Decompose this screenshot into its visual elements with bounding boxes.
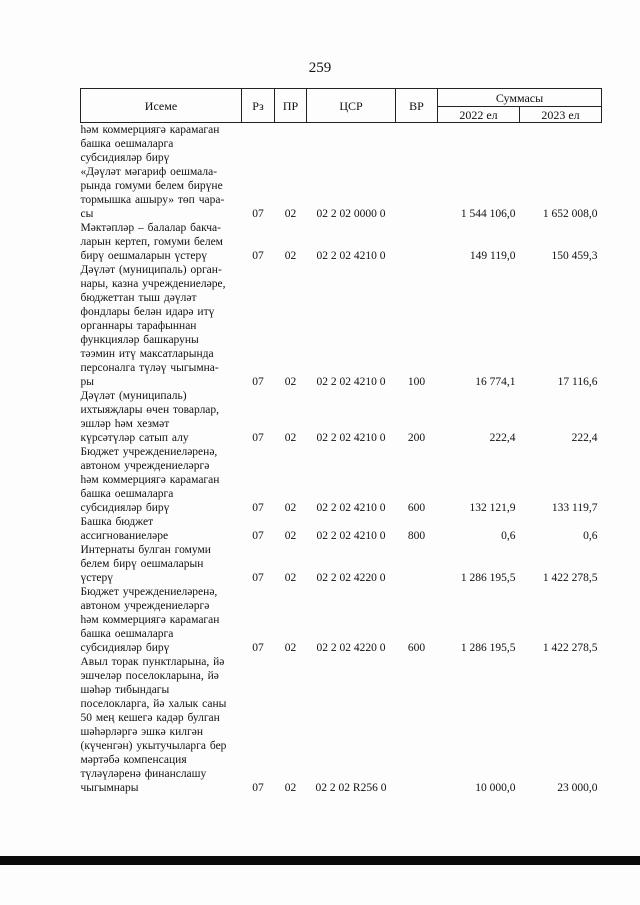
- row-sum-2023: 150 459,3: [551, 250, 598, 262]
- table-row: [81, 655, 602, 795]
- row-name-line: тормышка ашыру» төп чара-: [80, 194, 225, 206]
- row-name-line: поселокларга, йә халык саны: [80, 698, 227, 710]
- row-vr: 600: [407, 502, 426, 514]
- row-name-line: ихтыяҗлары өчен товарлар,: [80, 404, 220, 416]
- row-pr: 02: [284, 530, 297, 542]
- row-csr: [307, 123, 396, 166]
- table-body: [81, 123, 602, 796]
- row-sum-2022: 1 544 106,0: [460, 208, 516, 220]
- row-name-line: ассигнованиеләре: [80, 530, 169, 542]
- header-year-2022: 2022 ел: [438, 107, 520, 123]
- row-name-line: субсидияләр бирү: [80, 502, 170, 514]
- row-vr: [396, 543, 438, 585]
- row-sum-2022: 132 121,9: [469, 502, 516, 514]
- scan-edge-bar: [0, 856, 640, 865]
- row-name-line: автоном учреждениеләргә: [80, 600, 210, 612]
- row-sum-2023: 133 119,7: [551, 502, 598, 514]
- header-year-2023: 2023 ел: [520, 107, 602, 123]
- row-sum-2022: 149 119,0: [469, 250, 516, 262]
- row-sum-2023: 1 422 278,5: [542, 642, 598, 654]
- table-row: [81, 543, 602, 585]
- row-sum-2022: 1 286 195,5: [460, 642, 516, 654]
- row-rz: 07: [252, 376, 264, 388]
- row-name-line: автоном учреждениеләргә: [80, 460, 210, 472]
- row-csr: 02 2 02 4210 0: [316, 432, 386, 444]
- row-csr: 02 2 02 4210 0: [316, 502, 386, 514]
- row-rz: 07: [252, 502, 264, 514]
- row-name-line: башка оешмаларга: [80, 628, 174, 640]
- row-csr: 02 2 02 0000 0: [316, 208, 386, 220]
- row-name: [81, 221, 242, 263]
- row-pr: [275, 123, 307, 166]
- table-header: [81, 89, 602, 123]
- row-pr: 02: [284, 250, 297, 262]
- row-name-line: рында гомуми белем бирүне: [80, 180, 223, 192]
- row-name-line: шәһәрләргә эшкә килгән: [80, 726, 204, 738]
- row-name-line: Бюджет учреждениеләренә,: [80, 446, 218, 458]
- row-name: [81, 543, 242, 585]
- table-row: [81, 165, 602, 221]
- row-pr: 02: [284, 782, 297, 794]
- row-csr: 02 2 02 4210 0: [316, 376, 386, 388]
- row-sum-2023: 1 652 008,0: [542, 208, 598, 220]
- row-name: [81, 585, 242, 655]
- row-sum-2023: 17 116,6: [557, 376, 598, 388]
- row-sum-2022: 16 774,1: [475, 376, 516, 388]
- row-name-line: белем бирү оешмаларын: [80, 558, 204, 570]
- row-name-line: күрсәтүләр сатып алу: [80, 432, 189, 444]
- row-name-line: шәһәр тибындагы: [80, 684, 170, 696]
- row-name-line: функцияләр башкаруны: [80, 334, 199, 346]
- row-name: [81, 123, 242, 166]
- row-rz: 07: [252, 572, 264, 584]
- table-row: [81, 221, 602, 263]
- row-name-line: 50 мең кешегә кадәр булган: [80, 712, 220, 724]
- row-name: [81, 445, 242, 515]
- row-sum-2023: [520, 123, 602, 166]
- row-name: [81, 515, 242, 543]
- row-name-line: Мәктәпләр – балалар бакча-: [80, 222, 221, 234]
- row-name-line: мәртәбә компенсация: [80, 754, 187, 766]
- row-csr: 02 2 02 4210 0: [316, 250, 386, 262]
- budget-table: [80, 88, 602, 795]
- row-name-line: түләүләренә финанслашу: [80, 768, 207, 780]
- row-pr: 02: [284, 432, 297, 444]
- row-name-line: Дәүләт (муниципаль) орган-: [80, 264, 222, 276]
- row-pr: 02: [284, 502, 297, 514]
- row-rz: 07: [252, 642, 264, 654]
- table-row: [81, 515, 602, 543]
- header-name: Исеме: [81, 89, 242, 123]
- row-name-line: (күченгән) укытучыларга бер: [80, 740, 227, 752]
- row-name-line: бюджеттан тыш дәүләт: [80, 292, 197, 304]
- header-rz: Рз: [242, 89, 275, 123]
- row-name-line: һәм коммерциягә карамаган: [80, 614, 220, 626]
- row-name-line: нары, казна учреждениеләре,: [80, 278, 226, 290]
- row-pr: 02: [284, 376, 297, 388]
- row-sum-2023: 23 000,0: [557, 782, 598, 794]
- header-pr: ПР: [275, 89, 307, 123]
- row-name-line: эшләр һәм хезмәт: [80, 418, 170, 430]
- row-sum-2022: [438, 123, 520, 166]
- row-name-line: чыгымнары: [80, 782, 139, 794]
- row-name-line: һәм коммерциягә карамаган: [80, 124, 220, 136]
- row-pr: 02: [284, 208, 297, 220]
- row-sum-2022: 10 000,0: [475, 782, 516, 794]
- row-vr: [396, 221, 438, 263]
- row-rz: 07: [252, 782, 264, 794]
- row-vr: [396, 165, 438, 221]
- row-name-line: эшчеләр поселокларына, йә: [80, 670, 219, 682]
- row-name-line: Дәүләт (муниципаль): [80, 390, 187, 402]
- row-name-line: башка оешмаларга: [80, 138, 174, 150]
- table-row: [81, 389, 602, 445]
- table-row: [81, 123, 602, 166]
- row-name-line: бирү оешмаларын үстерү: [80, 250, 207, 262]
- row-name-line: тәэмин итү максатларында: [80, 348, 214, 360]
- row-name: [81, 263, 242, 389]
- table-row: [81, 445, 602, 515]
- row-name-line: Бюджет учреждениеләренә,: [80, 586, 218, 598]
- table-row: [81, 585, 602, 655]
- row-sum-2023: 0,6: [583, 530, 598, 542]
- row-name-line: башка оешмаларга: [80, 488, 174, 500]
- row-rz: [242, 123, 275, 166]
- row-vr: 800: [407, 530, 426, 542]
- row-name-line: ларын кертеп, гомуми белем: [80, 236, 223, 248]
- row-pr: 02: [284, 572, 297, 584]
- page-number: 259: [308, 60, 332, 76]
- row-rz: 07: [252, 250, 264, 262]
- row-sum-2022: 222,4: [489, 432, 516, 444]
- row-name-line: үстерү: [80, 572, 113, 584]
- row-name-line: фондлары белән идарә итү: [80, 306, 215, 318]
- table-row: [81, 263, 602, 389]
- header-sums: Суммасы: [438, 89, 602, 107]
- row-csr: 02 2 02 4210 0: [316, 530, 386, 542]
- row-sum-2022: 0,6: [501, 530, 516, 542]
- row-rz: 07: [252, 530, 264, 542]
- row-vr: 100: [407, 376, 426, 388]
- row-vr: 600: [407, 642, 426, 654]
- row-vr: [396, 655, 438, 795]
- row-name: [81, 165, 242, 221]
- row-name-line: Авыл торак пунктларына, йә: [80, 656, 225, 668]
- row-name: [81, 389, 242, 445]
- row-name-line: һәм коммерциягә карамаган: [80, 474, 220, 486]
- row-sum-2023: 1 422 278,5: [542, 572, 598, 584]
- row-sum-2023: 222,4: [571, 432, 598, 444]
- row-name-line: ры: [80, 376, 94, 388]
- row-csr: 02 2 02 4220 0: [316, 572, 386, 584]
- row-name-line: субсидияләр бирү: [80, 642, 170, 654]
- row-name-line: персоналга түләү чыгымна-: [80, 362, 219, 374]
- row-name-line: Башка бюджет: [80, 516, 154, 528]
- header-csr: ЦСР: [307, 89, 396, 123]
- row-vr: [396, 123, 438, 166]
- row-rz: 07: [252, 432, 264, 444]
- header-vr: ВР: [396, 89, 438, 123]
- row-rz: 07: [252, 208, 264, 220]
- row-name-line: органнары тарафыннан: [80, 320, 197, 332]
- row-name-line: субсидияләр бирү: [80, 152, 170, 164]
- row-name-line: сы: [80, 208, 94, 220]
- row-csr: 02 2 02 4220 0: [316, 642, 386, 654]
- row-name-line: «Дәүләт мәгариф оешмала-: [80, 166, 218, 178]
- row-name: [81, 655, 242, 795]
- row-sum-2022: 1 286 195,5: [460, 572, 516, 584]
- row-vr: 200: [407, 432, 426, 444]
- row-pr: 02: [284, 642, 297, 654]
- row-name-line: Интернаты булган гомуми: [80, 544, 211, 556]
- row-csr: 02 2 02 R256 0: [315, 782, 387, 794]
